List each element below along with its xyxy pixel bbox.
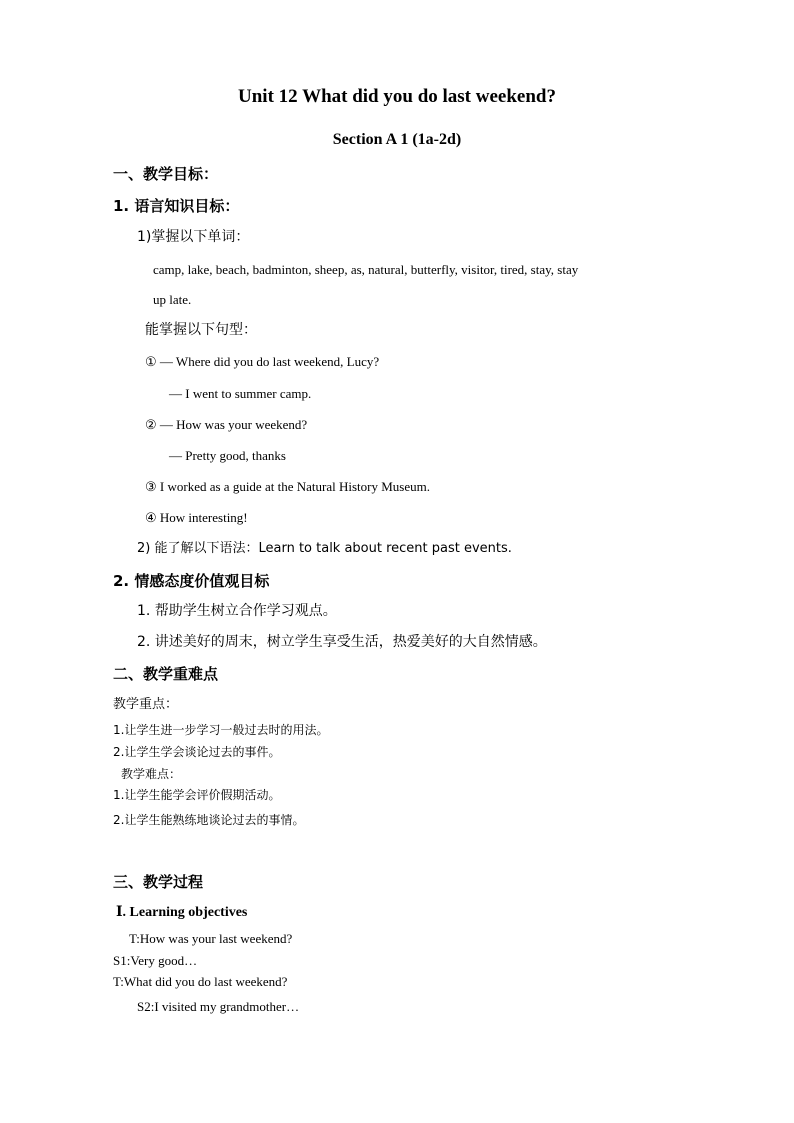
heading-emotional-goals: 2. 情感态度价值观目标 bbox=[113, 572, 270, 590]
key-points-label: 教学重点： bbox=[113, 697, 179, 712]
sentence-4: ④ How interesting! bbox=[145, 510, 248, 525]
dialogue-1-question: ① — Where did you do last weekend, Lucy? bbox=[145, 354, 380, 369]
sentence-3: ③ I worked as a guide at the Natural History Museum. bbox=[145, 479, 430, 494]
key-point-1: 1.让学生进一步学习一般过去时的用法。 bbox=[113, 723, 329, 737]
section-subtitle: Section A 1 (1a-2d) bbox=[332, 131, 462, 148]
dialogue-teacher-2: T:What did you do last weekend? bbox=[113, 974, 288, 989]
difficult-point-1: 1.让学生能学会评价假期活动。 bbox=[113, 788, 281, 802]
heading-teaching-objectives: 一、教学目标： bbox=[113, 165, 219, 183]
dialogue-teacher-1: T:How was your last weekend? bbox=[129, 931, 293, 946]
dialogue-2-question: ② — How was your weekend? bbox=[145, 417, 308, 432]
words-line-1: camp, lake, beach, badminton, sheep, as, natural, butterfly, visitor, tired, stay, stay bbox=[153, 262, 579, 277]
heading-key-difficult-points: 二、教学重难点 bbox=[113, 665, 219, 683]
sentences-label: 能掌握以下句型： bbox=[145, 322, 257, 338]
heading-teaching-process: 三、教学过程 bbox=[113, 873, 204, 891]
key-point-2: 2.让学生学会谈论过去的事件。 bbox=[113, 745, 281, 759]
dialogue-student-2: S2:I visited my grandmother… bbox=[137, 999, 300, 1014]
emotional-goal-1: 1. 帮助学生树立合作学习观点。 bbox=[137, 603, 337, 619]
difficult-point-2: 2.让学生能熟练地谈论过去的事情。 bbox=[113, 813, 305, 827]
words-label: 1)掌握以下单词： bbox=[137, 229, 250, 245]
dialogue-student-1: S1:Very good… bbox=[113, 953, 198, 968]
document-title: Unit 12 What did you do last weekend? bbox=[238, 86, 556, 107]
part-1-learning-objectives: Ⅰ. Learning objectives bbox=[116, 905, 248, 920]
words-line-2: up late. bbox=[153, 292, 192, 307]
grammar-line: 2) 能了解以下语法：Learn to talk about recent past events. bbox=[137, 541, 512, 556]
heading-language-knowledge: 1. 语言知识目标： bbox=[113, 197, 240, 215]
dialogue-2-answer: — Pretty good, thanks bbox=[169, 448, 286, 463]
dialogue-1-answer: — I went to summer camp. bbox=[169, 386, 312, 401]
emotional-goal-2: 2. 讲述美好的周末，树立学生享受生活，热爱美好的大自然情感。 bbox=[137, 634, 547, 650]
difficult-points-label: 教学难点： bbox=[121, 767, 182, 781]
